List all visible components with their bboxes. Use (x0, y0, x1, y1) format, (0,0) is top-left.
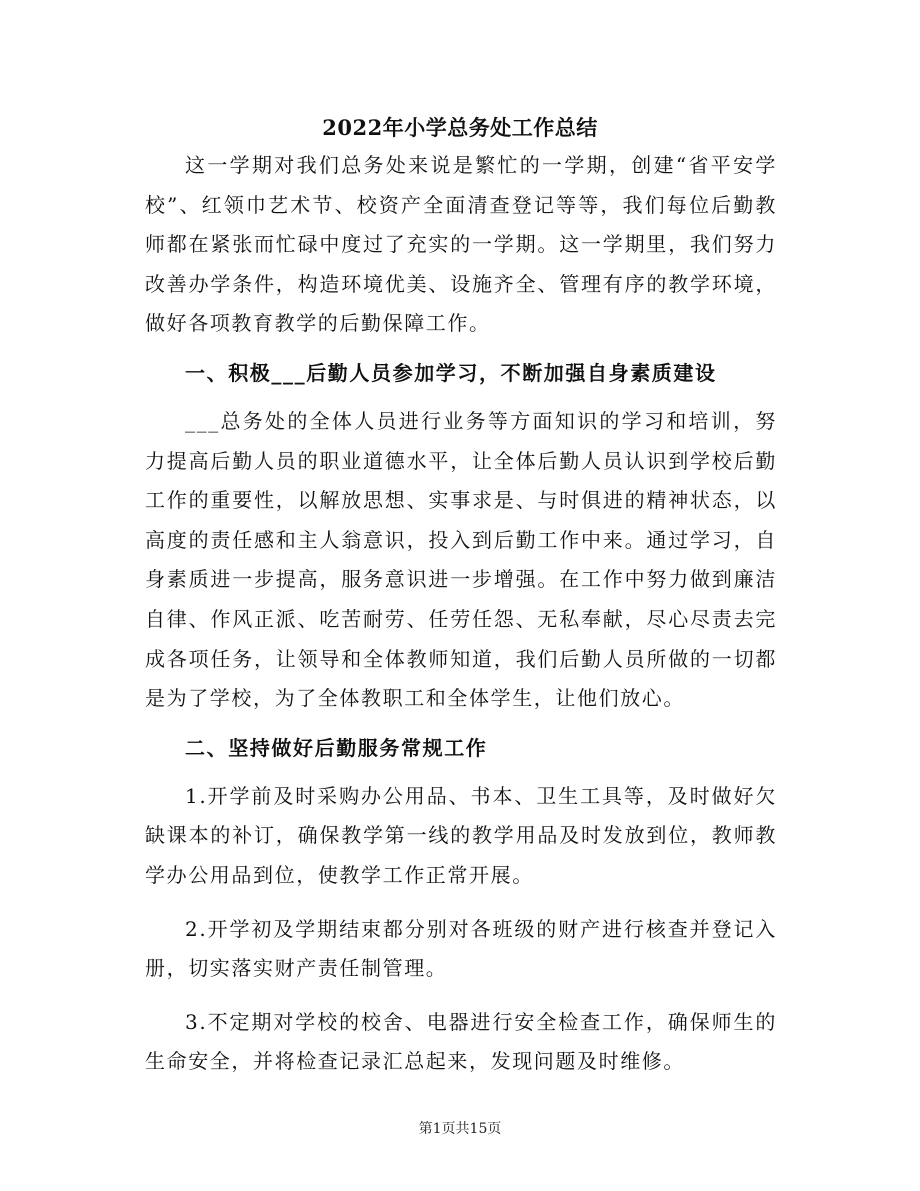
list-item: 3.不定期对学校的校舍、电器进行安全检查工作，确保师生的生命安全，并将检查记录汇总起来，发现问题及时维修。 (145, 1009, 777, 1074)
document-title: 2022年小学总务处工作总结 (322, 115, 598, 140)
document-body (145, 146, 777, 1096)
page-number-footer: 第1页共15页 (418, 1121, 502, 1137)
intro-paragraph: 这一学期对我们总务处来说是繁忙的一学期，创建“省平安学校”、红领巾艺术节、校资产全面清查登记等等，我们每位后勤教师都在紧张而忙碌中度过了充实的一学期。这一学期里，我们努力改善办学条件，构造环境优美、设施齐全、管理有序的教学环境，做好各项教育教学的后勤保障工作。 (145, 153, 777, 336)
section-1-paragraph: ___总务处的全体人员进行业务等方面知识的学习和培训，努力提高后勤人员的职业道德水平，让全体后勤人员认识到学校后勤工作的重要性，以解放思想、实事求是、与时俱进的精神状态，以高度的责任感和主人翁意识，投入到后勤工作中来。通过学习，自身素质进一步提高，服务意识进一步增强。在工作中努力做到廉洁自律、作风正派、吃苦耐劳、任劳任怨、无私奉献，尽心尽责去完成各项任务，让领导和全体教师知道，我们后勤人员所做的一切都是为了学校，为了全体教职工和全体学生，让他们放心。 (145, 408, 777, 711)
list-item: 2.开学初及学期结束都分别对各班级的财产进行核查并登记入册，切实落实财产责任制管理。 (145, 916, 777, 981)
section-heading-2: 二、坚持做好后勤服务常规工作 (185, 735, 488, 760)
section-heading-1: 一、积极___后勤人员参加学习，不断加强自身素质建设 (185, 360, 717, 385)
list-item: 1.开学前及时采购办公用品、书本、卫生工具等，及时做好欠缺课本的补订，确保教学第一线的教学用品及时发放到位，教师教学办公用品到位，使教学工作正常开展。 (145, 783, 777, 887)
